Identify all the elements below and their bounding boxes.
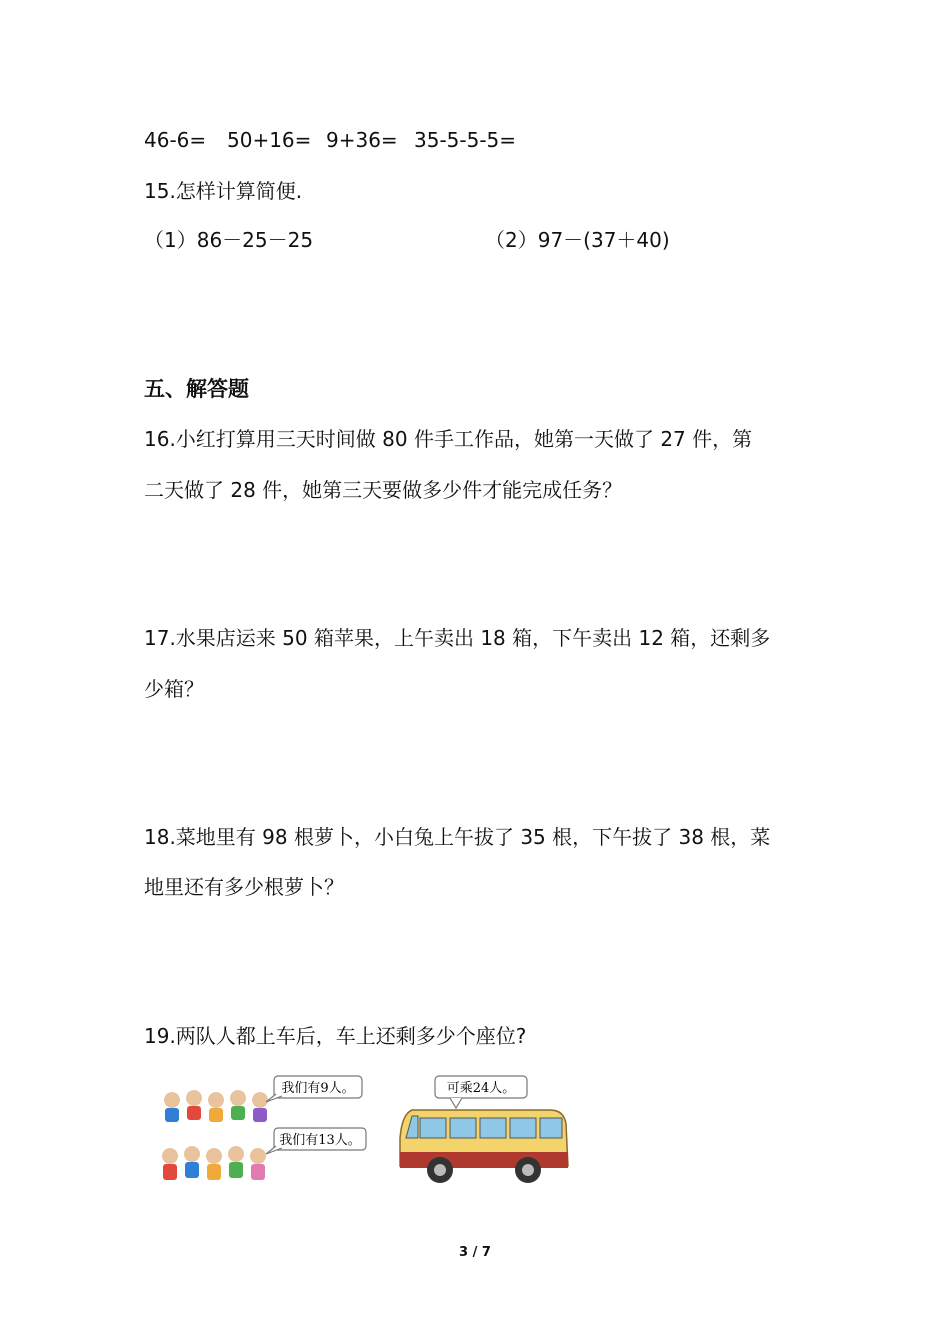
speech-bubble-team2 — [266, 1128, 366, 1154]
calc-item: 35-5-5-5= — [414, 128, 517, 152]
speech-bubble-team1 — [266, 1076, 362, 1102]
q18-line2: 地里还有多少根萝卜？ — [144, 875, 344, 899]
q16-line1: 16.小红打算用三天时间做 80 件手工作品，她第一天做了 27 件，第 — [144, 427, 753, 451]
bubble-bus-text: 可乘24人。 — [446, 1081, 516, 1096]
speech-bubble-bus — [435, 1076, 527, 1108]
bus-image — [400, 1110, 568, 1183]
calc-item: 50+16= — [227, 128, 312, 152]
q17-line2: 少箱？ — [144, 677, 204, 701]
q19-illustration — [150, 1068, 580, 1203]
q19-title: 19.两队人都上车后，车上还剩多少个座位? — [144, 1024, 527, 1048]
q18-line1: 18.菜地里有 98 根萝卜，小白兔上午拔了 35 根，下午拔了 38 根，菜 — [144, 825, 771, 849]
q15-part2: （2）97－(37＋40) — [485, 228, 670, 252]
q17-line1: 17.水果店运来 50 箱苹果，上午卖出 18 箱，下午卖出 12 箱，还剩多 — [144, 626, 771, 650]
q15-title: 15.怎样计算简便. — [144, 179, 303, 203]
kids-group-top — [164, 1090, 268, 1122]
calc-item: 46-6= — [144, 128, 207, 152]
calc-row — [144, 126, 516, 154]
section-heading: 五、解答题 — [144, 377, 249, 401]
calc-item: 9+36= — [326, 128, 398, 152]
bubble-team2-text: 我们有13人。 — [279, 1133, 361, 1148]
q16-line2: 二天做了 28 件，她第三天要做多少件才能完成任务？ — [144, 478, 623, 502]
page-number: 3 / 7 — [459, 1245, 491, 1260]
kids-group-bottom — [162, 1146, 266, 1180]
q15-part1: （1）86－25－25 — [144, 228, 314, 252]
bubble-team1-text: 我们有9人。 — [281, 1081, 355, 1096]
